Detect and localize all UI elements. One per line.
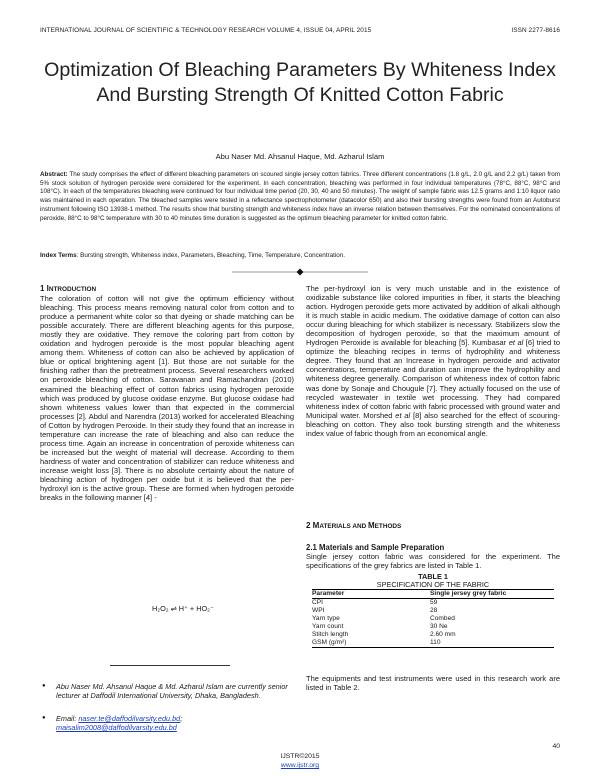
index-terms-text: : Bursting strength, Whiteness index, Parameters, Bleaching, Time, Temperature, Concentration. (76, 252, 345, 259)
paper-title: Optimization Of Bleaching Parameters By Whiteness Index And Bursting Strength Of Knitted Cotton Fabric (44, 59, 556, 106)
bullet-icon: ● (42, 683, 46, 689)
email-link-2[interactable]: maisalim2008@daffodilvarsity.edu.bd (56, 723, 177, 733)
footnote-email (40, 714, 294, 732)
index-terms-label: Index Terms (40, 252, 77, 259)
table-row (312, 631, 554, 639)
section-title-initial: I (46, 284, 49, 293)
table-cell: Yarn type (312, 615, 340, 622)
table-header: Parameter (312, 590, 430, 599)
spec-table (312, 589, 554, 648)
section-number: 1 (40, 284, 47, 293)
footnote-divider (110, 665, 230, 666)
section-separator (232, 268, 368, 276)
footnote-author (40, 682, 294, 700)
table-cell: 28 (430, 607, 438, 614)
section-title-rest: ETHODS (374, 523, 402, 530)
table-row (312, 623, 554, 631)
authors: Abu Naser Md. Ahsanul Haque, Md. Azharul Islam (215, 152, 385, 161)
section2-heading (306, 521, 560, 531)
after-table-paragraph: The equipments and test instruments were used in this research work are listed in Table 2. (306, 674, 560, 693)
et-al-1: et al (508, 338, 524, 348)
footer-site-link[interactable]: www.ijstr.org (280, 762, 320, 769)
table-cell: CPI (312, 599, 323, 606)
footnote-author-text: Abu Naser Md. Ahsanul Haque & Md. Azharul Islam are currently senior lecturer at Daffodil International University, Dhaka, Bangladesh. (56, 682, 288, 701)
right-paragraph-part-a: The per-hydroxyl ion is very much unstable and in the existence of oxidizable substance like colored impurities in fiber, it starts the bleaching action. Hydrogen peroxide gets more activated by addition of alkali although it is much stable in acidic medium. The oxidative damage of cotton can also occur during bleaching for which stabilizer is necessary. Stabilizers slow the decomposition of hydrogen peroxide, so that the maximum amount of Hydrogen Peroxide is available for bleaching [5]. Kumbasar (306, 284, 560, 348)
email-link-1[interactable]: naser.te@daffodilvarsity.edu.bd (78, 714, 181, 723)
table-header: Single jersey grey fabric (430, 590, 554, 599)
section-title-rest: ATERIALS AND (319, 523, 368, 530)
table-cell: Stitch length (312, 631, 349, 638)
table-cell: Yarn count (312, 623, 344, 630)
subsection-2-1 (306, 543, 560, 570)
table-cell: 30 Ne (430, 623, 448, 630)
equation: H₂O₂ ⇌ H⁺ + HO₂⁻ (152, 604, 214, 613)
table-header-row (312, 590, 554, 599)
table-cell: 59 (430, 599, 438, 606)
page-number: 40 (552, 743, 560, 750)
introduction-paragraph: The coloration of cotton will not give the optimum efficiency without bleaching. This process means removing natural color from cotton and to produce a permanent white color so that dyeing or shade matching can be possible accurately. There are different bleaching agents for this purpose, mostly they are oxidative. They remove the coloring part from cotton by oxidation and hydrogen peroxide is the most popular bleaching agent among them. Whiteness of cotton can also be achieved by application of blue or optical brightening agent [1]. But those are not suitable for the finishing rather than the pretreatment process. Several researchers worked on peroxide bleaching of cotton. Saravanan and Ramachandran (2010) examined the bleaching effect of cotton fabrics using hydrogen peroxide which was produced by glucose oxidase enzyme. But glucose oxidase had shown whiteness values lower than that expected in the commercial processes [2]. Abdul and Narendra (2013) worked for accelerated Bleaching of Cotton by hydrogen Peroxide. In their study they found that an increase in temperature can increase the rate of bleaching and also can reduce the process time. Again an increase in concentration of peroxide whiteness can be increased but the weight of material will decrease. According to them hardness of water and concentration of stabilizer can reduce whiteness and increase weight loss [3]. There is no absolute certainty about the nature of bleaching action of hydrogen per oxide but it is believed that the per-hydroxyl ion is the active group. These are formed when hydrogen peroxide breaks in the following manner [4] - (40, 294, 294, 503)
abstract (40, 171, 560, 223)
subsection-title: 2.1 Materials and Sample Preparation (306, 543, 445, 552)
email-label: Email: (56, 714, 79, 723)
section-heading-materials (306, 521, 560, 531)
table-row (312, 639, 554, 648)
section-title-initial: M (367, 521, 375, 530)
right-paragraph-part-b: [6] tried to optimize the bleaching recipes in terms of hydrophility and whiteness degree. They found that an Increase in hydrogen peroxide and activator concentrations, temperature and duration can improve the hydrophility and whiteness degree generally. Comparison of whiteness index of cotton fabric was done by Sonaje and Chougule [7]. They actually focused on the use of recycled wastewater in textile wet processing. They had compared whiteness index of cotton fabric with fabric processed with ground water and Municipal water. Morshed (306, 338, 561, 420)
subsection-paragraph: Single jersey cotton fabric was considered for the experiment. The specifications of the grey fabrics are listed in Table 1. (306, 552, 560, 571)
section-number: 2 (306, 521, 313, 530)
table-label: TABLE 1 (418, 572, 448, 581)
footnote-email-text (56, 714, 294, 732)
right-column (306, 284, 560, 438)
diamond-icon (297, 269, 304, 276)
journal-header: INTERNATIONAL JOURNAL OF SCIENTIFIC & TECHNOLOGY RESEARCH VOLUME 4, ISSUE 04, APRIL 2015 (40, 27, 372, 34)
table-cell: 2.60 mm (430, 631, 456, 638)
abstract-label: Abstract: (40, 171, 68, 178)
section-heading-introduction (40, 284, 294, 294)
email-separator: ; (180, 714, 183, 723)
footer-code: IJSTR©2015 (280, 753, 320, 760)
table-cell: Combed (430, 615, 455, 622)
bullet-icon: ● (42, 715, 46, 721)
index-terms (40, 252, 560, 261)
issn-label: ISSN 2277-8616 (511, 27, 560, 34)
et-al-2: et al (395, 410, 411, 420)
table-row (312, 599, 554, 608)
section-title-rest: NTRODUCTION (48, 286, 97, 293)
section-title-initial: M (312, 521, 320, 530)
table-row (312, 615, 554, 623)
left-column (40, 284, 294, 502)
table-cell: WPI (312, 607, 325, 614)
table-cell: GSM (g/m²) (312, 639, 430, 648)
table-caption: SPECIFICATION OF THE FABRIC (376, 580, 490, 589)
abstract-text: The study comprises the effect of different bleaching parameters on scoured single jersey cotton fabrics. Three different concentrations (1.8 g/L, 2.0 g/L and 2.2 g/L) taken from 5% stock solution of hydrogen peroxide were considered for the experiment. In each concentration, bleaching was performed in four individual temperatures (78°C, 88°C, 98°C and 108°C). In each of the temperatures bleaching were continued for four individual time period (20, 30, 40 and 50 minutes). The weight of sample fabric was 12.5 grams and 1:10 liquor ratio was maintained in each operation. The bleached samples were tested in a reflectance spectrophotometer (datacolor 650) and also their bursting strengths were found from an Autoburst instrument following ISO 13938-1 method. The results show that bursting strength and whiteness index have an inverse relation between themselves. For the nominated concentrations of peroxide, 88°C to 98°C temperature with 30 to 40 minutes time duration is suggested as the optimum bleaching parameter for knitted cotton fabric. (40, 171, 560, 222)
right-paragraph (306, 284, 560, 438)
table-cell: 110 (430, 639, 554, 648)
right-paragraph-part-c: [8] also searched for the effect of scouring- bleaching on cotton. They also took bursting strength and the whiteness index value of fabric though from an economical angle. (306, 410, 561, 438)
table-row (312, 607, 554, 615)
